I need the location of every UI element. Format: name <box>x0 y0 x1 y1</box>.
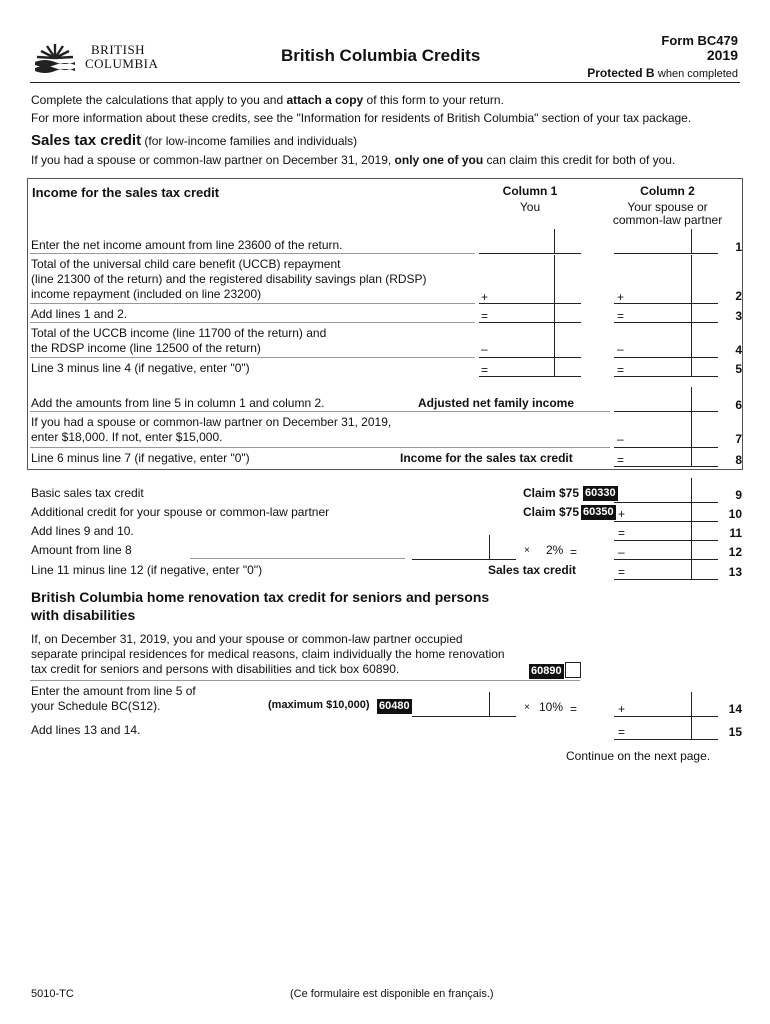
row-rule-5 <box>30 411 610 412</box>
sales-tax-heading-title: Sales tax credit <box>31 132 142 149</box>
line-15-label: Add lines 13 and 14. <box>31 723 141 737</box>
row-rule-1 <box>30 253 475 254</box>
header-rule <box>30 82 740 83</box>
sales-tax-spouse-note <box>31 153 675 168</box>
line-15-field[interactable] <box>614 717 718 740</box>
line-12-times: × <box>524 545 530 556</box>
line-12-rate: 2% <box>546 543 564 557</box>
line-10-label: Additional credit for your spouse or common-law partner <box>31 505 330 519</box>
line-10-number: 10 <box>728 507 742 521</box>
line-6-result-label: Adjusted net family income <box>418 396 575 410</box>
intro-line1-bold: attach a copy <box>286 93 364 107</box>
page-title: British Columbia Credits <box>281 46 481 65</box>
form-code: 5010-TC <box>31 988 74 1000</box>
line-12-leader <box>190 558 405 559</box>
line-14-field[interactable] <box>412 694 516 717</box>
row-rule-4 <box>30 357 475 358</box>
line-11-op: = <box>618 526 626 540</box>
line-4-label-a: Total of the UCCB income (line 11700 of the return) and <box>31 326 327 340</box>
line-8-field[interactable] <box>614 444 718 467</box>
form-year: 2019 <box>706 47 738 63</box>
reno-heading-1: British Columbia home renovation tax credit for seniors and persons <box>31 589 490 605</box>
bc-emblem-icon <box>33 40 77 74</box>
line-5-label: Line 3 minus line 4 (if negative, enter "0") <box>31 361 250 375</box>
line-3-col2-op: = <box>617 309 625 323</box>
box-60890-checkbox[interactable] <box>565 662 581 678</box>
line-8-label: Line 6 minus line 7 (if negative, enter "0") <box>31 451 250 465</box>
line-2-col2-field[interactable] <box>614 257 718 304</box>
line-6-field[interactable] <box>614 389 718 412</box>
line-9-claim: Claim $75 <box>523 486 580 500</box>
line-7-label-b: enter $18,000. If not, enter $15,000. <box>31 430 223 444</box>
province-name-line1: BRITISH <box>91 42 146 57</box>
line-12-field[interactable] <box>412 537 516 560</box>
line-14-max: (maximum $10,000) <box>268 699 370 711</box>
line-4-col1-field[interactable] <box>479 324 581 358</box>
line-15-number: 15 <box>728 725 742 739</box>
french-availability: (Ce formulaire est disponible en français.) <box>290 988 494 1000</box>
reno-rule <box>30 680 580 681</box>
line-12-equals: = <box>570 545 578 559</box>
line-6-number: 6 <box>735 398 742 412</box>
protected-status <box>587 66 738 80</box>
protected-suffix: when completed <box>657 68 738 80</box>
reno-heading-2: with disabilities <box>31 607 136 623</box>
line-8-number: 8 <box>735 453 742 467</box>
line-4-label-b: the RDSP income (line 12500 of the return) <box>31 341 261 355</box>
line-9-code: 60330 <box>585 487 616 499</box>
line-3-number: 3 <box>735 309 742 323</box>
line-14-number: 14 <box>728 702 742 716</box>
line-14-label-a: Enter the amount from line 5 of <box>31 684 196 698</box>
line-2-number: 2 <box>735 289 742 303</box>
line-1-number: 1 <box>735 240 742 254</box>
column2-subtitle-1: Your spouse or <box>627 200 708 214</box>
column2-title: Column 2 <box>640 184 695 198</box>
line-10-op: + <box>618 507 626 521</box>
intro-line2: For more information about these credits, see the "Information for residents of British Columbia" section of your tax package. <box>31 111 692 125</box>
intro-line1 <box>31 93 504 108</box>
line-13-op: = <box>618 565 626 579</box>
intro-line1-prefix: Complete the calculations that apply to you and <box>31 93 287 107</box>
line-4-col2-op: – <box>617 342 624 356</box>
line-3-col2-field[interactable] <box>614 300 718 323</box>
line-8-result-label: Income for the sales tax credit <box>400 451 573 465</box>
line-6-label: Add the amounts from line 5 in column 1 and column 2. <box>31 396 325 410</box>
line-5-col2-op: = <box>617 363 625 377</box>
reno-para-1: If, on December 31, 2019, you and your spouse or common-law partner occupied <box>31 632 463 646</box>
line-9-number: 9 <box>735 488 742 502</box>
line-14-times: × <box>524 702 530 713</box>
line-7-field[interactable] <box>614 414 718 448</box>
line-11-label: Add lines 9 and 10. <box>31 524 134 538</box>
bc-logo <box>33 38 163 76</box>
line-13-result-label: Sales tax credit <box>488 563 577 577</box>
line-7-label-a: If you had a spouse or common-law partner on December 31, 2019, <box>31 415 392 429</box>
line-15-op: = <box>618 725 626 739</box>
row-rule-3 <box>30 322 475 323</box>
line-14-op: + <box>618 702 626 716</box>
column2-subtitle-2: common-law partner <box>612 213 723 227</box>
reno-para-2: separate principal residences for medical reasons, claim individually the home renovation <box>31 647 505 661</box>
line-3-col1-op: = <box>481 309 489 323</box>
row-rule-2 <box>30 303 475 304</box>
line-12-number: 12 <box>728 545 742 559</box>
protected-label: Protected B <box>587 66 655 80</box>
reno-box-code: 60890 <box>531 665 562 677</box>
line-5-col1-op: = <box>481 363 489 377</box>
line-1-col2-field[interactable] <box>614 231 718 254</box>
line-2-col2-op: + <box>617 290 625 304</box>
province-name-line2: COLUMBIA <box>85 56 159 71</box>
line-13-field[interactable] <box>614 557 718 580</box>
line-13-label: Line 11 minus line 12 (if negative, enter "0") <box>31 563 263 577</box>
line-8-op: = <box>617 453 625 467</box>
line-11-number: 11 <box>729 526 742 540</box>
line-4-col2-field[interactable] <box>614 324 718 358</box>
line-14-field-result[interactable] <box>614 694 718 717</box>
line-14-code: 60480 <box>379 700 410 712</box>
column1-title: Column 1 <box>502 184 558 198</box>
line-2-label-c: income repayment (included on line 23200) <box>31 287 262 301</box>
line-13-number: 13 <box>728 565 742 579</box>
line-5-col2-field[interactable] <box>614 354 718 377</box>
intro-line1-suffix: of this form to your return. <box>363 93 504 107</box>
line-4-number: 4 <box>735 343 742 357</box>
line-2-label-b: (line 21300 of the return) and the registered disability savings plan (RDSP) <box>31 272 427 286</box>
line-9-label: Basic sales tax credit <box>31 486 144 500</box>
line-7-op: – <box>617 432 624 446</box>
line-5-number: 5 <box>735 362 742 376</box>
line-1-label: Enter the net income amount from line 23600 of the return. <box>31 238 343 252</box>
line-14-equals: = <box>570 702 578 716</box>
line-4-col1-op: – <box>481 342 488 356</box>
sales-tax-heading-note: (for low-income families and individuals) <box>144 134 358 148</box>
form-number: Form BC479 <box>661 33 738 48</box>
row-rule-6 <box>30 447 610 448</box>
line-14-rate: 10% <box>539 700 564 714</box>
line-7-number: 7 <box>735 432 742 446</box>
line-12-label: Amount from line 8 <box>31 543 132 557</box>
income-box-title: Income for the sales tax credit <box>32 185 220 200</box>
line-14-label-b: your Schedule BC(S12). <box>31 699 161 713</box>
spouse-note-bold: only one of you <box>394 153 484 167</box>
line-10-claim: Claim $75 <box>523 505 580 519</box>
line-2-label-a: Total of the universal child care benefit (UCCB) repayment <box>31 257 341 271</box>
line-3-label: Add lines 1 and 2. <box>31 307 128 321</box>
line-10-code: 60350 <box>583 506 614 518</box>
spouse-note-prefix: If you had a spouse or common-law partner on December 31, 2019, <box>31 153 395 167</box>
spouse-note-suffix: can claim this credit for both of you. <box>483 153 676 167</box>
line-5-col1-field[interactable] <box>479 354 581 377</box>
sales-tax-heading <box>31 133 357 149</box>
continue-note: Continue on the next page. <box>566 749 711 763</box>
line-12-op: – <box>618 545 625 559</box>
line-2-col1-field[interactable] <box>479 257 581 304</box>
line-2-col1-op: + <box>481 290 489 304</box>
line-1-col1-field[interactable] <box>479 231 581 254</box>
column1-subtitle: You <box>519 200 541 214</box>
line-3-col1-field[interactable] <box>479 300 581 323</box>
reno-para-3: tax credit for seniors and persons with disabilities and tick box 60890. <box>31 662 400 676</box>
